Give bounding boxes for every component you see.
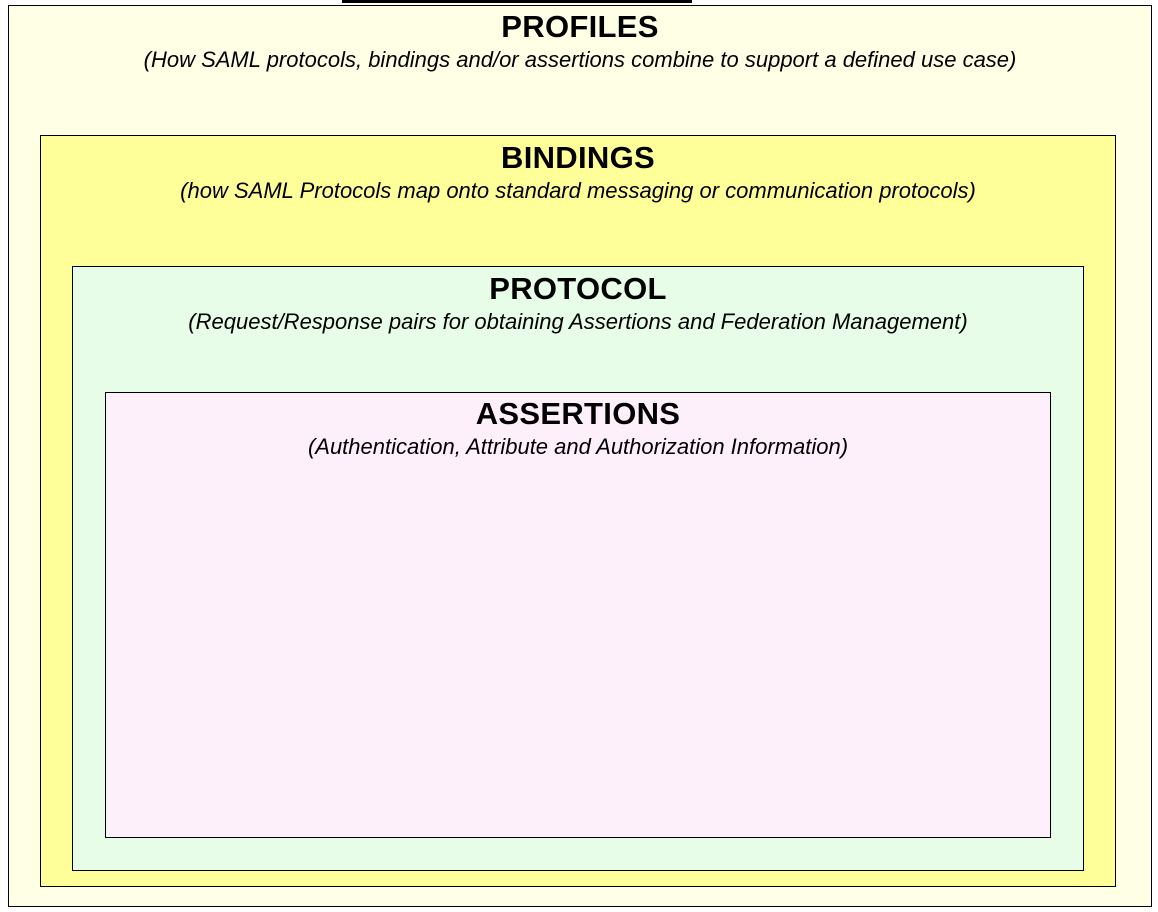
assertions-title: ASSERTIONS — [475, 396, 681, 431]
bindings-title: BINDINGS — [501, 140, 655, 175]
assertions-description: (Authentication, Attribute and Authorization Information) — [307, 434, 849, 459]
bindings-description: (how SAML Protocols map onto standard messaging or communication protocols) — [180, 178, 976, 203]
protocol-description: (Request/Response pairs for obtaining Assertions and Federation Management) — [188, 309, 968, 334]
profiles-description: (How SAML protocols, bindings and/or assertions combine to support a defined use case) — [143, 47, 1017, 72]
top-edge-line — [342, 0, 692, 3]
profiles-title: PROFILES — [501, 9, 659, 44]
protocol-title: PROTOCOL — [489, 271, 667, 306]
assertions-layer — [105, 392, 1051, 838]
